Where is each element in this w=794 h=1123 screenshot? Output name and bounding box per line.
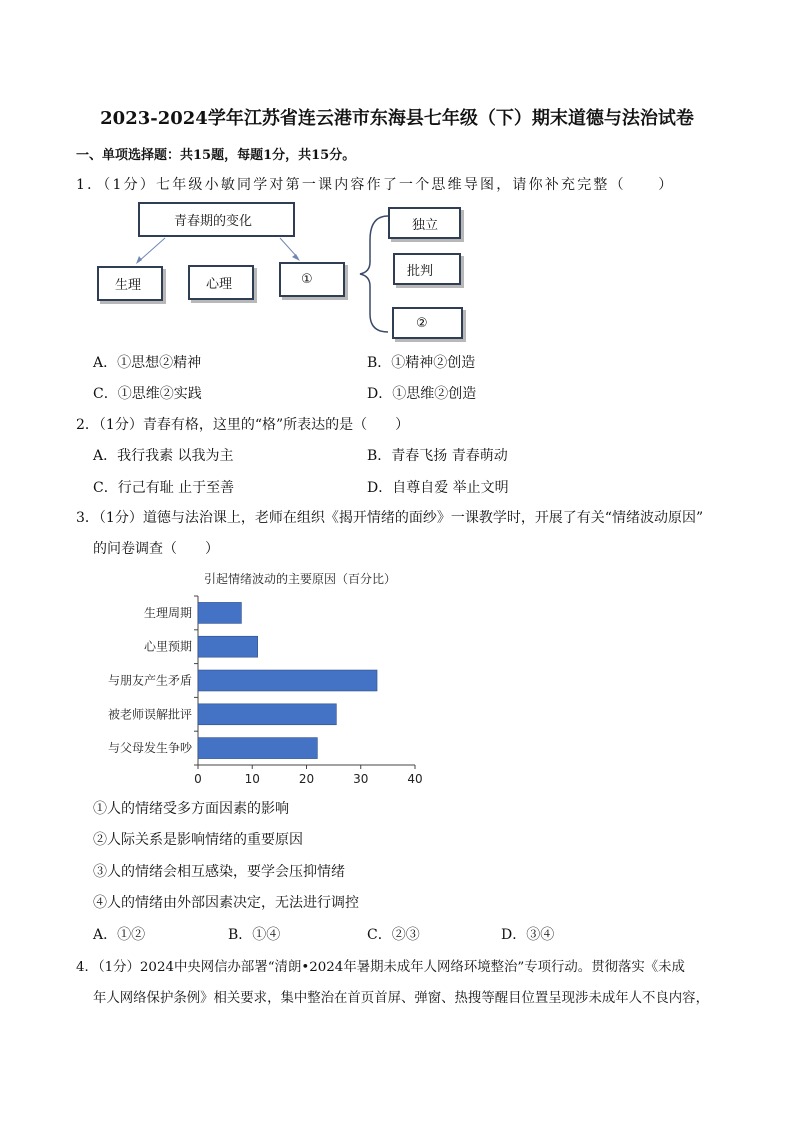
x-tick-label: 0 (194, 772, 202, 785)
q2-option-b[interactable]: B．青春飞扬 青春萌动 (367, 448, 508, 464)
mindmap-root: 青春期的变化 (138, 202, 295, 237)
x-tick-label: 40 (407, 772, 423, 785)
q1-option-c[interactable]: C．①思维②实践 (93, 386, 202, 402)
q1-stem: 1．（1分）七年级小敏同学对第一课内容作了一个思维导图，请你补充完整（ ） (76, 177, 675, 193)
q3-statement-1: ①人的情绪受多方面因素的影响 (93, 801, 289, 817)
category-label: 生理周期 (143, 605, 192, 620)
chart-title: 引起情绪波动的主要原因（百分比） (203, 572, 397, 586)
q2-option-a[interactable]: A．我行我素 以我为主 (93, 448, 234, 464)
arrow-head-icon (292, 254, 300, 261)
x-tick-label: 10 (244, 772, 260, 785)
brace-icon (360, 216, 388, 332)
q3-option-c[interactable]: C．②③ (367, 927, 420, 943)
bar (198, 738, 317, 759)
q3-option-b[interactable]: B．①④ (228, 927, 281, 943)
category-label: 与朋友产生矛盾 (107, 673, 192, 688)
q3-statement-3: ③人的情绪会相互感染，要学会压抑情绪 (93, 864, 345, 880)
q4-stem-line2: 年人网络保护条例》相关要求，集中整治在首页首屏、弹窗、热搜等醒目位置呈现涉未成年人不良内容， (93, 991, 709, 1006)
paper-title: 2023-2024学年江苏省连云港市东海县七年级（下）期末道德与法治试卷 (100, 108, 694, 129)
q3-stem-line1: 3．（1分）道德与法治课上，老师在组织《揭开情绪的面纱》一课教学时，开展了有关“情绪波动原因” (76, 510, 704, 526)
q2-stem: 2．（1分）青春有格，这里的“格”所表达的是（ ） (76, 417, 410, 433)
q1-option-d[interactable]: D．①思维②创造 (367, 386, 477, 402)
q2-option-c[interactable]: C．行己有耻 止于至善 (93, 480, 235, 496)
q3-statement-4: ④人的情绪由外部因素决定，无法进行调控 (93, 895, 359, 911)
q3-stem-line2: 的问卷调查（ ） (93, 541, 219, 557)
category-label: 与父母发生争吵 (107, 741, 192, 756)
mindmap-node-psychology: 心理 (188, 265, 254, 300)
mindmap-branch-critical: 批判 (393, 253, 461, 285)
mindmap-node-physiology: 生理 (97, 266, 163, 301)
mindmap-branch-independent: 独立 (388, 207, 461, 239)
q4-stem-line1: 4．（1分）2024中央网信办部署“清朗•2024年暑期未成年人网络环境整治”专项行动。贯彻落实《未成 (76, 960, 685, 975)
mindmap-node-blank1: ① (279, 262, 345, 297)
arrow-head-icon (136, 256, 142, 264)
x-tick-label: 20 (298, 772, 315, 785)
q3-statement-2: ②人际关系是影响情绪的重要原因 (93, 832, 303, 848)
mindmap-connectors (0, 0, 794, 360)
x-tick-label: 30 (353, 772, 369, 785)
category-label: 心里预期 (143, 639, 192, 654)
category-label: 被老师误解批评 (107, 707, 192, 722)
mindmap-branch-blank2: ② (392, 307, 463, 339)
bar (198, 670, 377, 691)
bar (198, 704, 336, 725)
q1-option-a[interactable]: A．①思想②精神 (93, 355, 202, 371)
bar (198, 602, 241, 623)
section-heading: 一、单项选择题：共15题，每题1分，共15分。 (76, 148, 356, 163)
q2-option-d[interactable]: D．自尊自爱 举止文明 (367, 480, 509, 496)
q1-option-b[interactable]: B．①精神②创造 (367, 355, 476, 371)
arrow-to-physiology (138, 238, 165, 262)
q3-option-d[interactable]: D．③④ (501, 927, 555, 943)
q3-option-a[interactable]: A．①② (93, 927, 146, 943)
bar (198, 636, 258, 657)
emotion-bar-chart (0, 560, 794, 785)
